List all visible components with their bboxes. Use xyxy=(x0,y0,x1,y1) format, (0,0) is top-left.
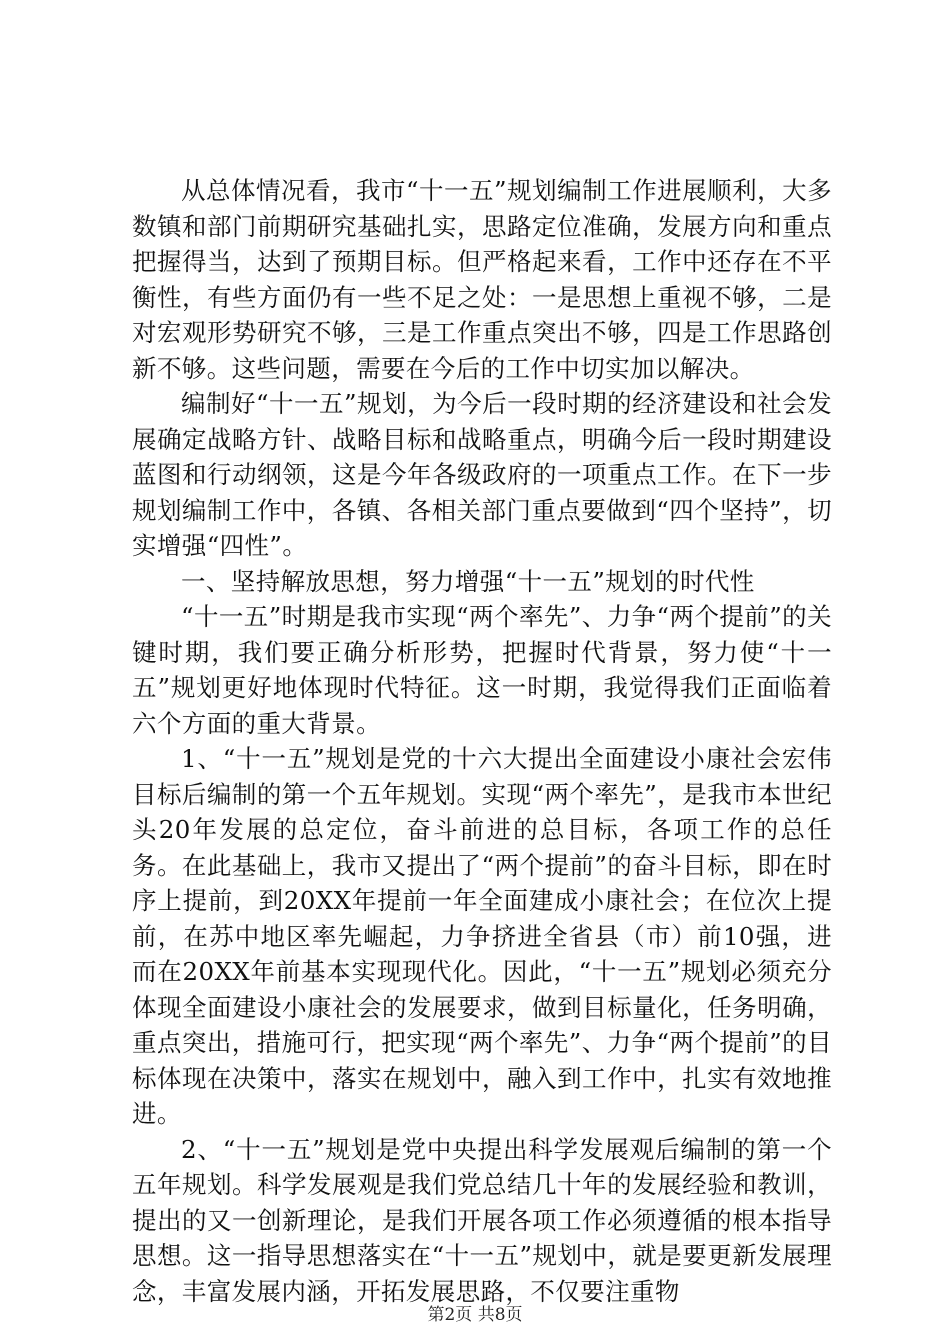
paragraph-5: 2、“十一五”规划是党中央提出科学发展观后编制的第一个五年规划。科学发展观是我们党总结几十年的发展经验和教训，提出的又一创新理论，是我们开展各项工作必须遵循的根本指导思想。这一指导思想落实在“十一五”规划中，就是要更新发展理念，丰富发展内涵，开拓发展思路，不仅要注重物 xyxy=(132,1134,832,1306)
paragraph-3: “十一五”时期是我市实现“两个率先”、力争“两个提前”的关键时期，我们要正确分析形势，把握时代背景，努力使“十一五”规划更好地体现时代特征。这一时期，我觉得我们正面临着六个方面的重大背景。 xyxy=(132,602,832,738)
document-body xyxy=(132,173,832,1309)
section-heading-1: 一、坚持解放思想，努力增强“十一五”规划的时代性 xyxy=(181,566,755,596)
paragraph-2: 编制好“十一五”规划，为今后一段时期的经济建设和社会发展确定战略方针、战略目标和战略重点，明确今后一段时期建设蓝图和行动纲领，这是今年各级政府的一项重点工作。在下一步规划编制工作中，各镇、各相关部门重点要做到“四个坚持”，切实增强“四性”。 xyxy=(132,389,832,560)
paragraph-4: 1、“十一五”规划是党的十六大提出全面建设小康社会宏伟目标后编制的第一个五年规划。实现“两个率先”，是我市本世纪头20年发展的总定位，奋斗前进的总目标，各项工作的总任务。在此基础上，我市又提出了“两个提前”的奋斗目标，即在时序上提前，到20XX年提前一年全面建成小康社会；在位次上提前，在苏中地区率先崛起，力争挤进全省县（市）前10强，进而在20XX年前基本实现现代化。因此，“十一五”规划必须充分体现全面建设小康社会的发展要求，做到目标量化，任务明确，重点突出，措施可行，把实现“两个率先”、力争“两个提前”的目标体现在决策中，落实在规划中，融入到工作中，扎实有效地推进。 xyxy=(132,744,832,1128)
paragraph-1: 从总体情况看，我市“十一五”规划编制工作进展顺利，大多数镇和部门前期研究基础扎实，思路定位准确，发展方向和重点把握得当，达到了预期目标。但严格起来看，工作中还存在不平衡性，有些方面仍有一些不足之处：一是思想上重视不够，二是对宏观形势研究不够，三是工作重点突出不够，四是工作思路创新不够。这些问题，需要在今后的工作中切实加以解决。 xyxy=(132,176,832,383)
page-footer: 第2页 共8页 xyxy=(427,1305,523,1325)
